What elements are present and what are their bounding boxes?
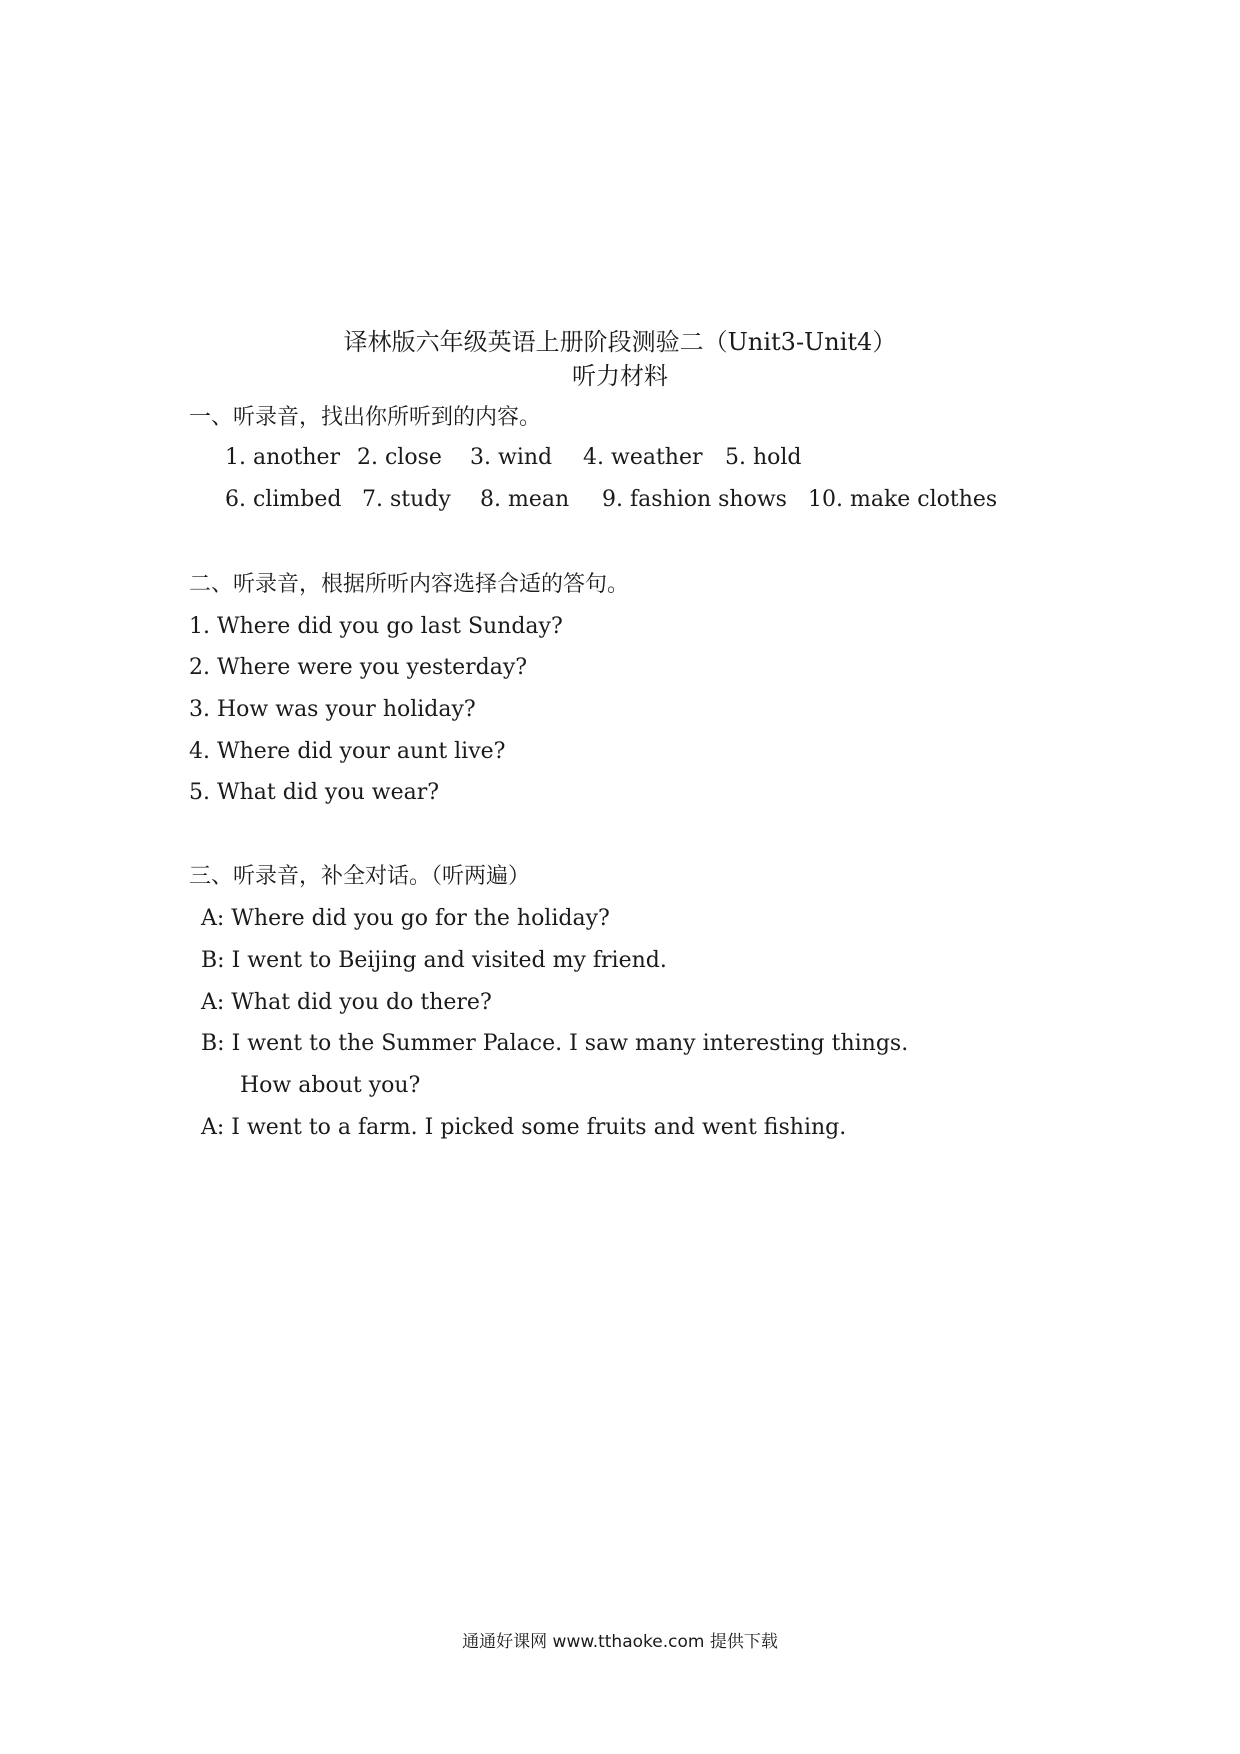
question-item: 2. Where were you yesterday? [189, 655, 528, 680]
dialogue-line: B: I went to the Summer Palace. I saw many interesting things. [201, 1031, 909, 1056]
dialogue-line: A: Where did you go for the holiday? [201, 906, 610, 931]
vocab-item: 1. another [225, 445, 341, 470]
question-item: 5. What did you wear? [189, 780, 440, 805]
footer-source: 通通好课网 www.tthaoke.com 提供下载 [462, 1632, 778, 1652]
vocab-item: 4. weather [583, 445, 703, 470]
question-item: 1. Where did you go last Sunday? [189, 614, 563, 639]
vocab-item: 6. climbed [225, 487, 342, 512]
vocab-item: 3. wind [470, 445, 553, 470]
dialogue-line: How about you? [240, 1073, 421, 1098]
section2-heading: 二、听录音，根据所听内容选择合适的答句。 [189, 572, 630, 597]
dialogue-line: A: What did you do there? [201, 990, 492, 1015]
dialogue-line: A: I went to a farm. I picked some fruits and went fishing. [201, 1115, 847, 1140]
dialogue-line: B: I went to Beijing and visited my friend. [201, 948, 667, 973]
page-subtitle: 听力材料 [572, 362, 668, 390]
vocab-item: 10. make clothes [808, 487, 998, 512]
vocab-item: 2. close [357, 445, 442, 470]
vocab-item: 7. study [362, 487, 451, 512]
section1-heading: 一、听录音，找出你所听到的内容。 [189, 405, 542, 430]
vocab-item: 5. hold [725, 445, 802, 470]
section3-heading: 三、听录音，补全对话。（听两遍） [189, 864, 531, 889]
question-item: 3. How was your holiday? [189, 697, 476, 722]
vocab-item: 9. fashion shows [602, 487, 787, 512]
vocab-item: 8. mean [480, 487, 570, 512]
page-title: 译林版六年级英语上册阶段测验二（Unit3-Unit4） [343, 328, 897, 356]
question-item: 4. Where did your aunt live? [189, 739, 506, 764]
